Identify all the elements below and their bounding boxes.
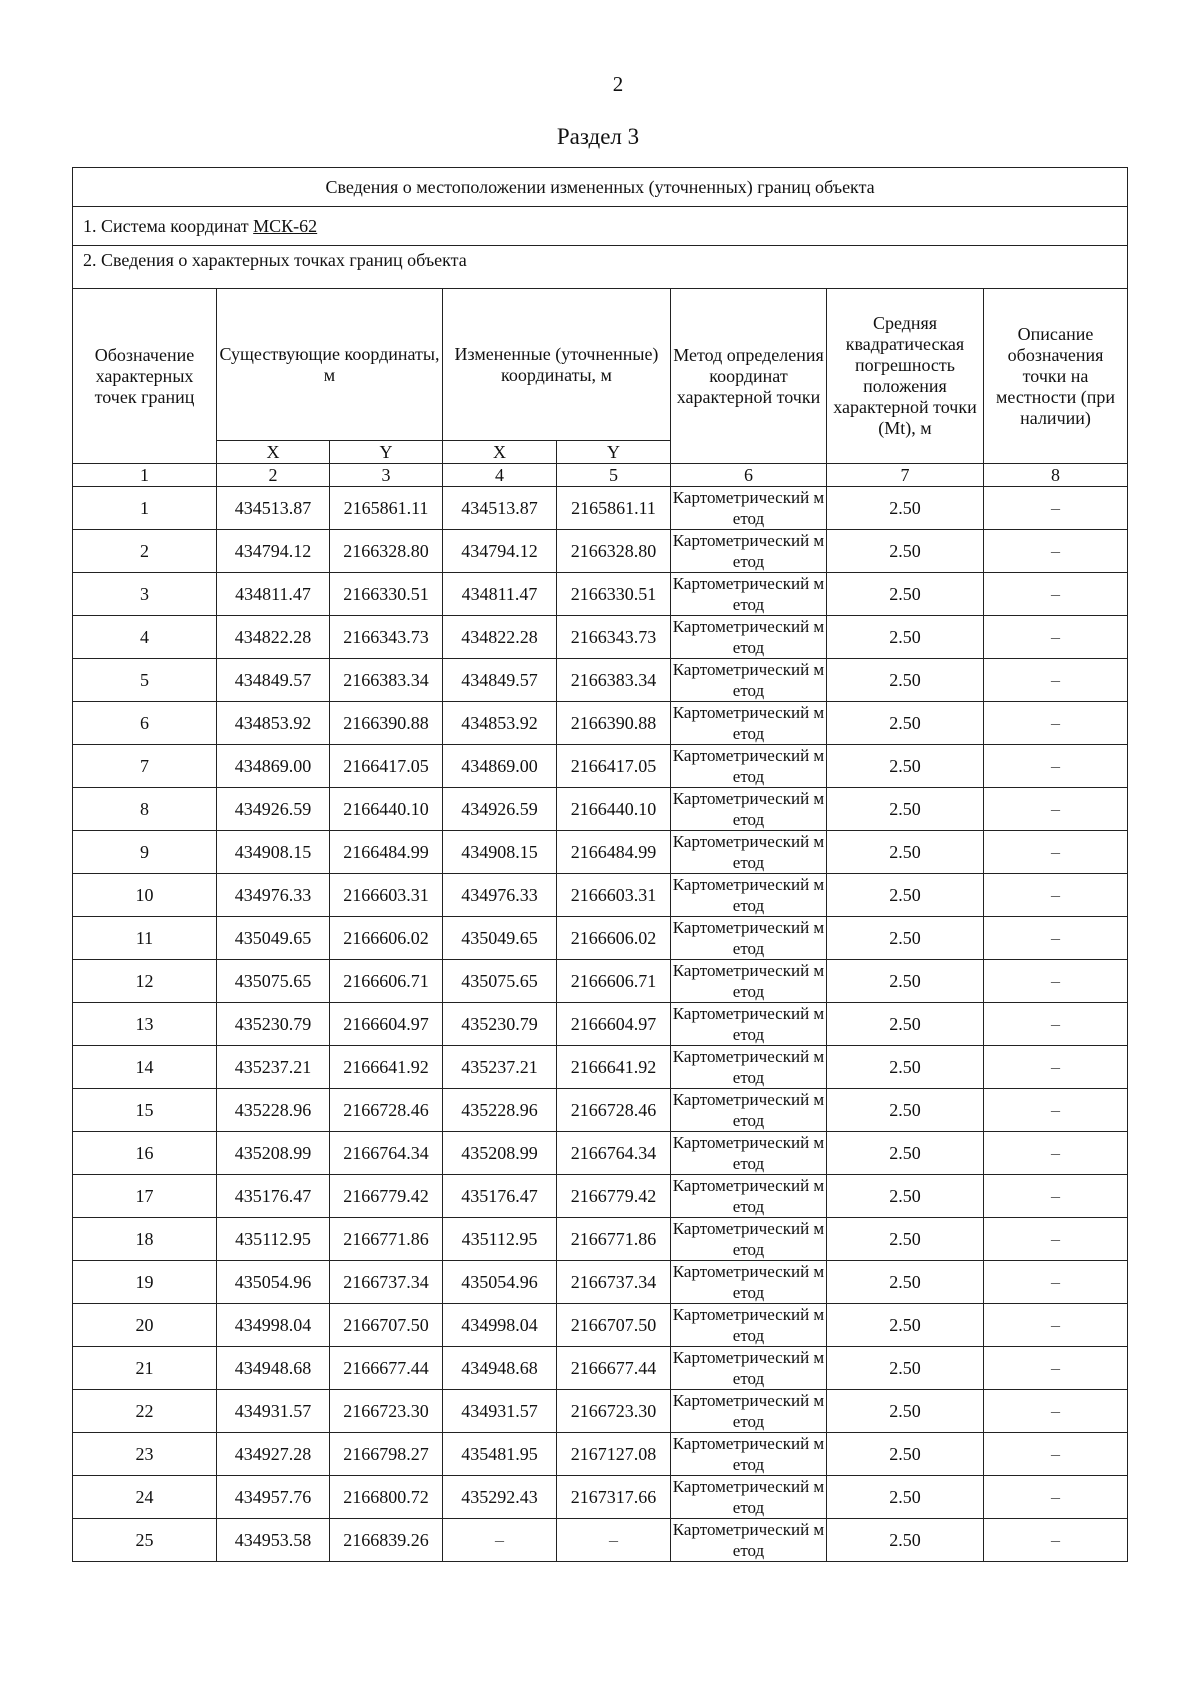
existing-y-cell: 2166606.71 [330,960,443,1003]
changed-y-cell: 2166737.34 [557,1261,671,1304]
method-cell: Картометрический метод [671,1046,827,1089]
changed-x-cell: 434849.57 [443,659,557,702]
existing-y-cell: 2166677.44 [330,1347,443,1390]
point-number-cell: 10 [73,874,217,917]
changed-y-cell: 2166383.34 [557,659,671,702]
point-number-cell: 24 [73,1476,217,1519]
description-cell: – [984,745,1128,788]
mean-error-cell: 2.50 [827,917,984,960]
table-row [73,616,1128,659]
description-cell: – [984,1433,1128,1476]
description-cell: – [984,874,1128,917]
coordinate-system-label: 1. Система координат [83,215,254,236]
table-row [73,1089,1128,1132]
method-cell: Картометрический метод [671,1347,827,1390]
existing-y-cell: 2166603.31 [330,874,443,917]
existing-x-cell: 435049.65 [217,917,330,960]
table-row [73,1390,1128,1433]
mean-error-cell: 2.50 [827,960,984,1003]
changed-x-cell: – [443,1519,557,1562]
changed-x-cell: 435176.47 [443,1175,557,1218]
point-number-cell: 5 [73,659,217,702]
column-number: 3 [330,464,443,487]
header-changed-coordinates: Измененные (уточненные) координаты, м [443,289,671,441]
mean-error-cell: 2.50 [827,1347,984,1390]
points-section-header: 2. Сведения о характерных точках границ объекта [73,246,1128,289]
existing-x-cell: 435176.47 [217,1175,330,1218]
changed-x-cell: 435054.96 [443,1261,557,1304]
existing-y-cell: 2166604.97 [330,1003,443,1046]
changed-x-cell: 435481.95 [443,1433,557,1476]
point-number-cell: 12 [73,960,217,1003]
changed-y-cell: 2166606.02 [557,917,671,960]
changed-y-cell: 2166677.44 [557,1347,671,1390]
changed-y-cell: 2166603.31 [557,874,671,917]
header-method: Метод определения координат характерной точки [671,289,827,464]
changed-x-cell: 434908.15 [443,831,557,874]
method-cell: Картометрический метод [671,1476,827,1519]
changed-y-cell: 2167317.66 [557,1476,671,1519]
method-cell: Картометрический метод [671,1390,827,1433]
changed-x-cell: 435292.43 [443,1476,557,1519]
changed-y-cell: 2166723.30 [557,1390,671,1433]
method-cell: Картометрический метод [671,1218,827,1261]
mean-error-cell: 2.50 [827,1003,984,1046]
page-number: 2 [612,72,624,96]
description-cell: – [984,1304,1128,1347]
point-number-cell: 19 [73,1261,217,1304]
existing-x-cell: 434853.92 [217,702,330,745]
changed-x-cell: 435237.21 [443,1046,557,1089]
changed-y-cell: 2166330.51 [557,573,671,616]
table-row [73,1519,1128,1562]
changed-x-cell: 434926.59 [443,788,557,831]
changed-y-cell: 2166343.73 [557,616,671,659]
changed-y-cell: 2166328.80 [557,530,671,573]
point-number-cell: 1 [73,487,217,530]
method-cell: Картометрический метод [671,788,827,831]
point-number-cell: 25 [73,1519,217,1562]
existing-y-cell: 2166798.27 [330,1433,443,1476]
point-number-cell: 11 [73,917,217,960]
existing-y-cell: 2165861.11 [330,487,443,530]
mean-error-cell: 2.50 [827,1175,984,1218]
changed-y-cell: 2167127.08 [557,1433,671,1476]
table-row [73,659,1128,702]
mean-error-cell: 2.50 [827,1304,984,1347]
description-cell: – [984,659,1128,702]
point-number-cell: 7 [73,745,217,788]
method-cell: Картометрический метод [671,487,827,530]
mean-error-cell: 2.50 [827,702,984,745]
mean-error-cell: 2.50 [827,1261,984,1304]
table-row [73,1132,1128,1175]
mean-error-cell: 2.50 [827,1519,984,1562]
header-existing-x: X [217,441,330,464]
description-cell: – [984,1476,1128,1519]
point-number-cell: 17 [73,1175,217,1218]
mean-error-cell: 2.50 [827,1390,984,1433]
existing-y-cell: 2166606.02 [330,917,443,960]
point-number-cell: 23 [73,1433,217,1476]
table-row [73,1175,1128,1218]
column-number: 1 [73,464,217,487]
existing-x-cell: 434811.47 [217,573,330,616]
method-cell: Картометрический метод [671,874,827,917]
mean-error-cell: 2.50 [827,788,984,831]
mean-error-cell: 2.50 [827,659,984,702]
method-cell: Картометрический метод [671,960,827,1003]
method-cell: Картометрический метод [671,1132,827,1175]
existing-y-cell: 2166330.51 [330,573,443,616]
existing-x-cell: 434976.33 [217,874,330,917]
section-title: Раздел 3 [556,124,640,149]
method-cell: Картометрический метод [671,917,827,960]
mean-error-cell: 2.50 [827,874,984,917]
existing-x-cell: 435230.79 [217,1003,330,1046]
column-number: 8 [984,464,1128,487]
point-number-cell: 20 [73,1304,217,1347]
column-number: 5 [557,464,671,487]
column-number: 2 [217,464,330,487]
method-cell: Картометрический метод [671,1261,827,1304]
changed-x-cell: 435049.65 [443,917,557,960]
point-number-cell: 8 [73,788,217,831]
mean-error-cell: 2.50 [827,1476,984,1519]
table-row [73,1347,1128,1390]
existing-x-cell: 434908.15 [217,831,330,874]
description-cell: – [984,831,1128,874]
existing-y-cell: 2166737.34 [330,1261,443,1304]
mean-error-cell: 2.50 [827,1218,984,1261]
description-cell: – [984,1089,1128,1132]
point-number-cell: 18 [73,1218,217,1261]
changed-y-cell: 2166604.97 [557,1003,671,1046]
existing-y-cell: 2166343.73 [330,616,443,659]
header-mean-error: Средняя квадратическая погрешность положения характерной точки (Mt), м [827,289,984,464]
point-number-cell: 6 [73,702,217,745]
existing-y-cell: 2166328.80 [330,530,443,573]
table-row [73,1046,1128,1089]
description-cell: – [984,573,1128,616]
table-row [73,1433,1128,1476]
point-number-cell: 14 [73,1046,217,1089]
changed-y-cell: 2166440.10 [557,788,671,831]
table-row [73,1218,1128,1261]
changed-y-cell: 2166728.46 [557,1089,671,1132]
changed-x-cell: 434869.00 [443,745,557,788]
description-cell: – [984,1218,1128,1261]
point-number-cell: 15 [73,1089,217,1132]
column-number-row [73,464,1128,487]
description-cell: – [984,487,1128,530]
method-cell: Картометрический метод [671,1089,827,1132]
existing-y-cell: 2166641.92 [330,1046,443,1089]
table-row [73,1261,1128,1304]
boundary-points-table [72,167,1128,1562]
existing-x-cell: 435208.99 [217,1132,330,1175]
description-cell: – [984,788,1128,831]
point-number-cell: 22 [73,1390,217,1433]
existing-x-cell: 435112.95 [217,1218,330,1261]
mean-error-cell: 2.50 [827,573,984,616]
existing-y-cell: 2166839.26 [330,1519,443,1562]
existing-y-cell: 2166779.42 [330,1175,443,1218]
changed-x-cell: 434513.87 [443,487,557,530]
existing-x-cell: 435075.65 [217,960,330,1003]
changed-x-cell: 434931.57 [443,1390,557,1433]
mean-error-cell: 2.50 [827,1132,984,1175]
changed-x-cell: 435112.95 [443,1218,557,1261]
existing-x-cell: 435228.96 [217,1089,330,1132]
existing-x-cell: 434927.28 [217,1433,330,1476]
description-cell: – [984,702,1128,745]
description-cell: – [984,1003,1128,1046]
description-cell: – [984,1261,1128,1304]
existing-x-cell: 434948.68 [217,1347,330,1390]
changed-y-cell: – [557,1519,671,1562]
existing-x-cell: 434926.59 [217,788,330,831]
existing-x-cell: 434998.04 [217,1304,330,1347]
changed-y-cell: 2166484.99 [557,831,671,874]
description-cell: – [984,917,1128,960]
existing-x-cell: 434869.00 [217,745,330,788]
table-row [73,917,1128,960]
existing-x-cell: 435054.96 [217,1261,330,1304]
method-cell: Картометрический метод [671,831,827,874]
mean-error-cell: 2.50 [827,745,984,788]
table-row [73,702,1128,745]
method-cell: Картометрический метод [671,616,827,659]
point-number-cell: 9 [73,831,217,874]
changed-x-cell: 434853.92 [443,702,557,745]
description-cell: – [984,1347,1128,1390]
method-cell: Картометрический метод [671,1003,827,1046]
table-row [73,487,1128,530]
point-number-cell: 2 [73,530,217,573]
table-banner: Сведения о местоположении измененных (уточненных) границ объекта [73,168,1128,207]
existing-y-cell: 2166728.46 [330,1089,443,1132]
point-number-cell: 21 [73,1347,217,1390]
changed-y-cell: 2166606.71 [557,960,671,1003]
existing-x-cell: 434953.58 [217,1519,330,1562]
existing-x-cell: 434931.57 [217,1390,330,1433]
changed-y-cell: 2166779.42 [557,1175,671,1218]
existing-y-cell: 2166383.34 [330,659,443,702]
changed-y-cell: 2166417.05 [557,745,671,788]
table-row [73,1476,1128,1519]
mean-error-cell: 2.50 [827,1089,984,1132]
existing-x-cell: 435237.21 [217,1046,330,1089]
changed-x-cell: 434998.04 [443,1304,557,1347]
existing-y-cell: 2166484.99 [330,831,443,874]
table-row [73,874,1128,917]
table-row [73,745,1128,788]
mean-error-cell: 2.50 [827,530,984,573]
changed-x-cell: 434976.33 [443,874,557,917]
description-cell: – [984,1046,1128,1089]
method-cell: Картометрический метод [671,573,827,616]
changed-y-cell: 2165861.11 [557,487,671,530]
header-existing-y: Y [330,441,443,464]
changed-x-cell: 435075.65 [443,960,557,1003]
changed-x-cell: 434794.12 [443,530,557,573]
coordinate-system-row [73,207,1128,246]
existing-y-cell: 2166417.05 [330,745,443,788]
description-cell: – [984,616,1128,659]
changed-x-cell: 435208.99 [443,1132,557,1175]
table-row [73,831,1128,874]
header-existing-coordinates: Существующие координаты, м [217,289,443,441]
existing-x-cell: 434849.57 [217,659,330,702]
method-cell: Картометрический метод [671,1175,827,1218]
changed-y-cell: 2166764.34 [557,1132,671,1175]
point-number-cell: 4 [73,616,217,659]
changed-y-cell: 2166641.92 [557,1046,671,1089]
existing-x-cell: 434513.87 [217,487,330,530]
mean-error-cell: 2.50 [827,1433,984,1476]
column-number: 7 [827,464,984,487]
changed-x-cell: 434822.28 [443,616,557,659]
description-cell: – [984,530,1128,573]
mean-error-cell: 2.50 [827,831,984,874]
method-cell: Картометрический метод [671,745,827,788]
header-changed-y: Y [557,441,671,464]
method-cell: Картометрический метод [671,1433,827,1476]
changed-x-cell: 434811.47 [443,573,557,616]
existing-y-cell: 2166390.88 [330,702,443,745]
point-number-cell: 16 [73,1132,217,1175]
method-cell: Картометрический метод [671,659,827,702]
mean-error-cell: 2.50 [827,616,984,659]
table-row [73,1003,1128,1046]
existing-y-cell: 2166800.72 [330,1476,443,1519]
header-description: Описание обозначения точки на местности (при наличии) [984,289,1128,464]
table-row [73,573,1128,616]
description-cell: – [984,1132,1128,1175]
changed-y-cell: 2166707.50 [557,1304,671,1347]
point-number-cell: 13 [73,1003,217,1046]
method-cell: Картометрический метод [671,1519,827,1562]
existing-y-cell: 2166707.50 [330,1304,443,1347]
mean-error-cell: 2.50 [827,1046,984,1089]
point-number-cell: 3 [73,573,217,616]
changed-y-cell: 2166390.88 [557,702,671,745]
changed-x-cell: 435228.96 [443,1089,557,1132]
table-row [73,788,1128,831]
table-row [73,960,1128,1003]
existing-y-cell: 2166723.30 [330,1390,443,1433]
coordinate-system-value: МСК-62 [253,215,318,236]
existing-x-cell: 434794.12 [217,530,330,573]
existing-x-cell: 434822.28 [217,616,330,659]
column-number: 4 [443,464,557,487]
description-cell: – [984,1519,1128,1562]
changed-x-cell: 435230.79 [443,1003,557,1046]
mean-error-cell: 2.50 [827,487,984,530]
existing-x-cell: 434957.76 [217,1476,330,1519]
table-row [73,1304,1128,1347]
method-cell: Картометрический метод [671,702,827,745]
header-point-designation: Обозначение характерных точек границ [73,289,217,464]
table-row [73,530,1128,573]
method-cell: Картометрический метод [671,1304,827,1347]
header-changed-x: X [443,441,557,464]
changed-x-cell: 434948.68 [443,1347,557,1390]
existing-y-cell: 2166440.10 [330,788,443,831]
column-number: 6 [671,464,827,487]
description-cell: – [984,1390,1128,1433]
changed-y-cell: 2166771.86 [557,1218,671,1261]
description-cell: – [984,1175,1128,1218]
method-cell: Картометрический метод [671,530,827,573]
description-cell: – [984,960,1128,1003]
existing-y-cell: 2166771.86 [330,1218,443,1261]
existing-y-cell: 2166764.34 [330,1132,443,1175]
